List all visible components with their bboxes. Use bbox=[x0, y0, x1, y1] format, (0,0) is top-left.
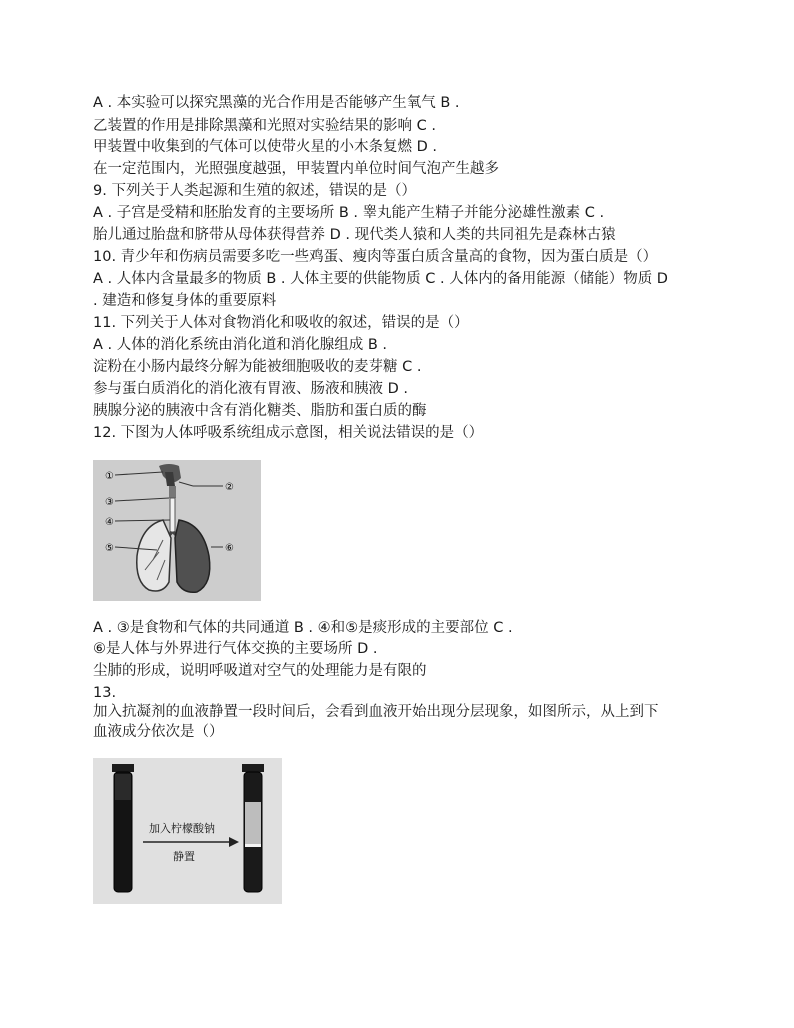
text-line: 在一定范围内，光照强度越强，甲装置内单位时间气泡产生越多 bbox=[93, 161, 499, 177]
question-9-stem: 9. 下列关于人类起源和生殖的叙述，错误的是（） bbox=[93, 183, 416, 199]
blood-tube-figure bbox=[93, 758, 282, 904]
label-1: ① bbox=[105, 471, 114, 482]
text-line: A . 人体内含量最多的物质 B . 人体主要的供能物质 C . 人体内的备用能源（储能）物质 D bbox=[93, 271, 668, 287]
text-line: 血液成分依次是（） bbox=[93, 724, 224, 740]
trachea-shape bbox=[170, 498, 175, 532]
text-line: . 建造和修复身体的重要原料 bbox=[93, 293, 277, 309]
text-line: 胎儿通过胎盘和脐带从母体获得营养 D . 现代类人猿和人类的共同祖先是森林古猿 bbox=[93, 227, 616, 243]
text-line: A . 子宫是受精和胚胎发育的主要场所 B . 睾丸能产生精子并能分泌雄性激素 C . bbox=[93, 205, 605, 221]
text-line: 淀粉在小肠内最终分解为能被细胞吸收的麦芽糖 C . bbox=[93, 359, 422, 375]
label-3: ③ bbox=[105, 497, 114, 508]
right-tube-cap bbox=[242, 764, 264, 772]
left-tube-cap bbox=[112, 764, 134, 772]
arrow-text-bottom: 静置 bbox=[173, 850, 195, 863]
larynx-shape bbox=[169, 486, 176, 498]
label-5: ⑤ bbox=[105, 543, 114, 554]
label-6: ⑥ bbox=[225, 543, 234, 554]
text-line: 胰腺分泌的胰液中含有消化糖类、脂肪和蛋白质的酶 bbox=[93, 403, 427, 419]
plasma-layer bbox=[245, 802, 261, 844]
arrow-text-top: 加入柠檬酸钠 bbox=[149, 822, 215, 835]
text-line: ⑥是人体与外界进行气体交换的主要场所 D . bbox=[93, 641, 378, 657]
question-10-stem: 10. 青少年和伤病员需要多吃一些鸡蛋、瘦肉等蛋白质含量高的食物，因为蛋白质是（） bbox=[93, 249, 658, 265]
text-line: A . ③是食物和气体的共同通道 B . ④和⑤是痰形成的主要部位 C . bbox=[93, 620, 513, 636]
question-13-number: 13. bbox=[93, 685, 117, 701]
question-13-stem: 加入抗凝剂的血液静置一段时间后，会看到血液开始出现分层现象，如图所示，从上到下 bbox=[93, 704, 659, 720]
text-line: 参与蛋白质消化的消化液有胃液、肠液和胰液 D . bbox=[93, 381, 408, 397]
label-2: ② bbox=[225, 482, 234, 493]
text-line: 甲装置中收集到的气体可以使带火星的小木条复燃 D . bbox=[93, 139, 437, 155]
label-4: ④ bbox=[105, 517, 114, 528]
buffy-layer bbox=[245, 844, 261, 847]
question-11-stem: 11. 下列关于人体对食物消化和吸收的叙述，错误的是（） bbox=[93, 315, 469, 331]
text-line: A . 本实验可以探究黑藻的光合作用是否能够产生氧气 B . bbox=[93, 95, 460, 111]
respiratory-diagram bbox=[93, 460, 261, 601]
text-line: 尘肺的形成，说明呼吸道对空气的处理能力是有限的 bbox=[93, 663, 427, 679]
question-12-stem: 12. 下图为人体呼吸系统组成示意图，相关说法错误的是（） bbox=[93, 425, 484, 441]
text-line: A . 人体的消化系统由消化道和消化腺组成 B . bbox=[93, 337, 388, 353]
text-line: 乙装置的作用是排除黑藻和光照对实验结果的影响 C . bbox=[93, 118, 436, 134]
respiratory-system-figure bbox=[93, 460, 261, 601]
blood-tube-diagram bbox=[93, 758, 282, 904]
